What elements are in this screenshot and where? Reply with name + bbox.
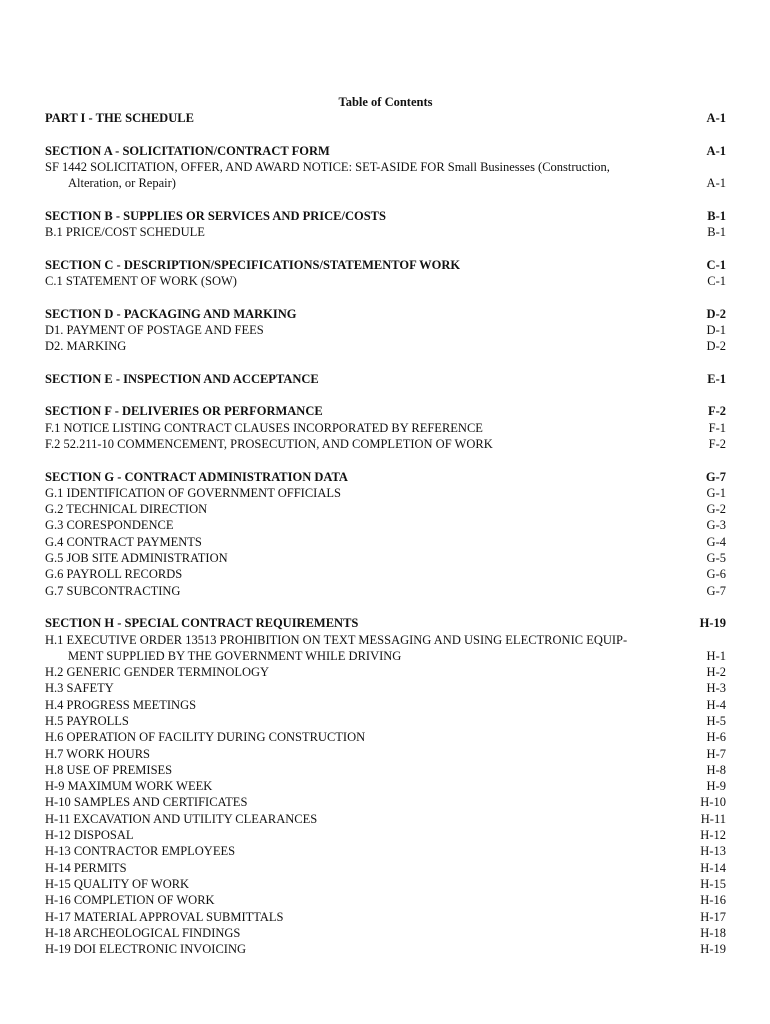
- toc-entry-page: H-8: [706, 762, 726, 777]
- part-heading: [45, 110, 726, 126]
- toc-entry: [45, 273, 726, 289]
- toc-entry-continuation: [45, 175, 726, 191]
- toc-entry-text: Alteration, or Repair): [68, 176, 176, 191]
- section-heading-text: SECTION B - SUPPLIES OR SERVICES AND PRICE/COSTS: [45, 208, 386, 223]
- toc-entry: [45, 566, 726, 582]
- toc-entry-text: H.3 SAFETY: [45, 681, 114, 696]
- toc-entry: [45, 322, 726, 338]
- toc-section: [45, 469, 726, 599]
- toc-entry-text: H-16 COMPLETION OF WORK: [45, 893, 215, 908]
- section-heading-page: C-1: [706, 257, 726, 272]
- toc-entry-text: H.5 PAYROLLS: [45, 713, 129, 728]
- section-heading-page: G-7: [705, 469, 726, 484]
- toc-entry: [45, 892, 726, 908]
- toc-entry: [45, 517, 726, 533]
- toc-entry-page: D-1: [706, 322, 726, 337]
- toc-entry: [45, 697, 726, 713]
- page-title: Table of Contents: [338, 95, 433, 109]
- toc-entry-page: F-1: [708, 420, 726, 435]
- section-heading: [45, 371, 726, 387]
- toc-entry: [45, 843, 726, 859]
- section-heading: [45, 143, 726, 159]
- toc-entry: [45, 827, 726, 843]
- toc-entry: [45, 664, 726, 680]
- toc-entry-text: D2. MARKING: [45, 339, 127, 354]
- section-heading: [45, 615, 726, 631]
- toc-entry-text: G.6 PAYROLL RECORDS: [45, 567, 183, 582]
- toc-entry: [45, 941, 726, 957]
- section-heading-page: F-2: [707, 404, 726, 419]
- toc-entry: [45, 632, 726, 648]
- toc-entry-text: H-14 PERMITS: [45, 860, 127, 875]
- toc-entry-text: H.6 OPERATION OF FACILITY DURING CONSTRUCTION: [45, 730, 366, 745]
- toc-entry-text: SF 1442 SOLICITATION, OFFER, AND AWARD NOTICE: SET-ASIDE FOR Small Businesses (Construction,: [45, 159, 610, 174]
- section-heading-text: SECTION E - INSPECTION AND ACCEPTANCE: [45, 371, 319, 386]
- section-heading: [45, 403, 726, 419]
- toc-entry: [45, 811, 726, 827]
- section-heading-page: H-19: [699, 616, 726, 631]
- section-heading: [45, 208, 726, 224]
- toc-entry-text: H-18 ARCHEOLOGICAL FINDINGS: [45, 925, 241, 940]
- toc-entry-page: H-18: [700, 925, 726, 940]
- toc-entry-page: H-10: [700, 795, 726, 810]
- toc-entry-page: H-4: [706, 697, 726, 712]
- toc-entry-page: H-17: [700, 909, 726, 924]
- toc-entry-page: G-6: [706, 567, 726, 582]
- section-heading: [45, 306, 726, 322]
- toc-entry-text: G.3 CORESPONDENCE: [45, 518, 174, 533]
- toc-entry-text: H-10 SAMPLES AND CERTIFICATES: [45, 795, 248, 810]
- toc-entry: [45, 534, 726, 550]
- part-heading-page: A-1: [706, 111, 726, 125]
- toc-entry-text: H-9 MAXIMUM WORK WEEK: [45, 779, 213, 794]
- toc-entry-page: G-7: [706, 583, 726, 598]
- toc-entry-page: H-15: [700, 876, 726, 891]
- toc-entry: [45, 485, 726, 501]
- toc-entry-text: G.7 SUBCONTRACTING: [45, 583, 181, 598]
- section-heading-text: SECTION D - PACKAGING AND MARKING: [45, 306, 297, 321]
- toc-entry: [45, 909, 726, 925]
- toc-entry: [45, 159, 726, 175]
- toc-section: [45, 306, 726, 355]
- toc-entry-page: G-5: [706, 551, 726, 566]
- toc-entry: [45, 583, 726, 599]
- toc-entry-continuation: [45, 648, 726, 664]
- toc-entry: [45, 224, 726, 240]
- toc-entry-text: F.1 NOTICE LISTING CONTRACT CLAUSES INCORPORATED BY REFERENCE: [45, 420, 483, 435]
- toc-entry-text: G.1 IDENTIFICATION OF GOVERNMENT OFFICIALS: [45, 485, 341, 500]
- toc-entry: [45, 746, 726, 762]
- toc-entry: [45, 501, 726, 517]
- toc-entry: [45, 778, 726, 794]
- section-heading-page: D-2: [706, 306, 726, 321]
- part-heading-text: PART I - THE SCHEDULE: [45, 111, 194, 125]
- toc-entry-text: B.1 PRICE/COST SCHEDULE: [45, 225, 205, 240]
- toc-section: [45, 208, 726, 241]
- toc-entry-page: H-7: [706, 746, 726, 761]
- toc-entry-page: G-2: [706, 502, 726, 517]
- sections-list: [45, 143, 726, 958]
- toc-entry: [45, 729, 726, 745]
- toc-entry: [45, 680, 726, 696]
- section-heading-text: SECTION A - SOLICITATION/CONTRACT FORM: [45, 143, 330, 158]
- toc-entry-page: H-1: [706, 648, 726, 663]
- section-heading-text: SECTION C - DESCRIPTION/SPECIFICATIONS/STATEMENTOF WORK: [45, 257, 461, 272]
- toc-entry-page: H-16: [700, 893, 726, 908]
- toc-entry-text: MENT SUPPLIED BY THE GOVERNMENT WHILE DRIVING: [68, 648, 402, 663]
- toc-entry-page: B-1: [707, 225, 726, 240]
- toc-entry-text: H-17 MATERIAL APPROVAL SUBMITTALS: [45, 909, 284, 924]
- section-heading-page: E-1: [707, 371, 726, 386]
- toc-entry-text: H.1 EXECUTIVE ORDER 13513 PROHIBITION ON TEXT MESSAGING AND USING ELECTRONIC EQUIP-: [45, 632, 628, 647]
- toc-entry-page: A-1: [706, 176, 726, 191]
- toc-entry: [45, 713, 726, 729]
- section-heading: [45, 469, 726, 485]
- toc-entry-page: H-5: [706, 713, 726, 728]
- toc-entry-page: G-1: [706, 485, 726, 500]
- toc-entry-page: H-2: [706, 665, 726, 680]
- toc-entry-page: G-4: [706, 534, 726, 549]
- toc-entry-page: H-6: [706, 730, 726, 745]
- toc-entry: [45, 436, 726, 452]
- toc-entry-text: G.2 TECHNICAL DIRECTION: [45, 502, 208, 517]
- toc-entry-text: H-19 DOI ELECTRONIC INVOICING: [45, 942, 247, 957]
- toc-entry-text: D1. PAYMENT OF POSTAGE AND FEES: [45, 322, 264, 337]
- toc-section: [45, 615, 726, 957]
- toc-entry-text: H.4 PROGRESS MEETINGS: [45, 697, 197, 712]
- section-heading: [45, 257, 726, 273]
- section-heading-text: SECTION G - CONTRACT ADMINISTRATION DATA: [45, 469, 348, 484]
- toc-entry-text: H.7 WORK HOURS: [45, 746, 150, 761]
- toc-section: [45, 143, 726, 192]
- toc-entry-text: H-13 CONTRACTOR EMPLOYEES: [45, 844, 236, 859]
- section-heading-page: B-1: [707, 208, 726, 223]
- toc-section: [45, 257, 726, 290]
- toc-entry-text: H-15 QUALITY OF WORK: [45, 876, 190, 891]
- toc-entry: [45, 338, 726, 354]
- toc-entry-text: H.8 USE OF PREMISES: [45, 762, 173, 777]
- toc-entry: [45, 876, 726, 892]
- toc-entry-page: C-1: [707, 273, 726, 288]
- toc-entry-text: H-12 DISPOSAL: [45, 828, 134, 843]
- toc-entry-text: F.2 52.211-10 COMMENCEMENT, PROSECUTION, AND COMPLETION OF WORK: [45, 436, 493, 451]
- toc-entry-text: H.2 GENERIC GENDER TERMINOLOGY: [45, 665, 270, 680]
- toc-entry-page: G-3: [706, 518, 726, 533]
- toc-entry-page: H-14: [700, 860, 726, 875]
- toc-entry-text: H-11 EXCAVATION AND UTILITY CLEARANCES: [45, 811, 318, 826]
- toc-entry: [45, 794, 726, 810]
- toc-entry: [45, 420, 726, 436]
- toc-entry: [45, 762, 726, 778]
- toc-entry-page: H-12: [700, 828, 726, 843]
- section-heading-page: A-1: [706, 143, 726, 158]
- toc-entry-page: H-19: [700, 942, 726, 957]
- toc-section: [45, 371, 726, 387]
- section-heading-text: SECTION F - DELIVERIES OR PERFORMANCE: [45, 404, 323, 419]
- toc-entry-page: H-3: [706, 681, 726, 696]
- toc-entry-text: G.5 JOB SITE ADMINISTRATION: [45, 551, 228, 566]
- toc-entry-page: H-9: [706, 779, 726, 794]
- toc-entry-page: F-2: [708, 436, 726, 451]
- toc-entry-page: H-11: [700, 811, 726, 826]
- toc-entry-page: H-13: [700, 844, 726, 859]
- toc-entry: [45, 550, 726, 566]
- toc-entry-page: D-2: [706, 339, 726, 354]
- toc-entry-text: G.4 CONTRACT PAYMENTS: [45, 534, 202, 549]
- table-of-contents: [45, 94, 726, 957]
- toc-entry: [45, 925, 726, 941]
- section-heading-text: SECTION H - SPECIAL CONTRACT REQUIREMENTS: [45, 616, 359, 631]
- toc-section: [45, 403, 726, 452]
- toc-entry-text: C.1 STATEMENT OF WORK (SOW): [45, 273, 237, 288]
- toc-entry: [45, 860, 726, 876]
